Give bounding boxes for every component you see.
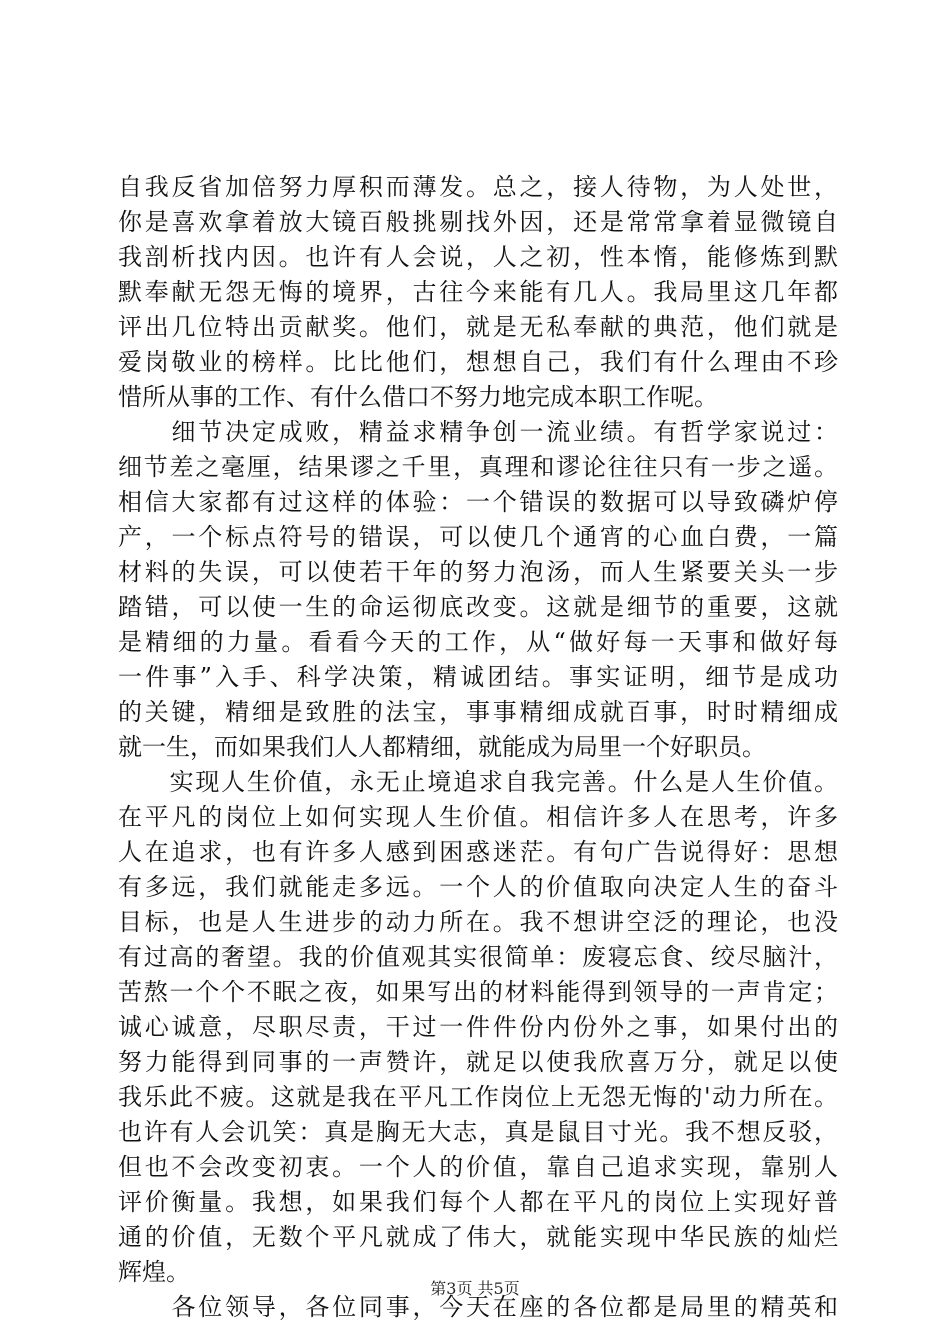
text-line: 实现人生价值，永无止境追求自我完善。什么是人生价值。 — [118, 768, 838, 796]
text-line: 诚心诚意，尽职尽责，干过一件件份内份外之事，如果付出的 — [118, 1013, 838, 1041]
text-line: 评价衡量。我想，如果我们每个人都在平凡的岗位上实现好普 — [118, 1188, 838, 1216]
text-line: 是精细的力量。看看今天的工作，从“做好每一天事和做好每 — [118, 628, 838, 656]
text-line: 有多远，我们就能走多远。一个人的价值取向决定人生的奋斗 — [118, 873, 838, 901]
text-line: 爱岗敬业的榜样。比比他们，想想自己，我们有什么理由不珍 — [118, 348, 838, 376]
text-line: 人在追求，也有许多人感到困惑迷茫。有句广告说得好：思想 — [118, 838, 838, 866]
text-line: 材料的失误，可以使若干年的努力泡汤，而人生紧要关头一步 — [118, 558, 838, 586]
text-line: 自我反省加倍努力厚积而薄发。总之，接人待物，为人处世， — [118, 173, 838, 201]
text-line: 但也不会改变初衷。一个人的价值，靠自己追求实现，靠别人 — [118, 1153, 838, 1181]
body-text — [118, 170, 838, 1325]
text-line: 也许有人会讥笑：真是胸无大志，真是鼠目寸光。我不想反驳， — [118, 1118, 838, 1146]
text-line: 努力能得到同事的一声赞许，就足以使我欣喜万分，就足以使 — [118, 1048, 838, 1076]
text-line: 辉煌。 — [118, 1258, 190, 1286]
text-line: 我剖析找内因。也许有人会说，人之初，性本惰，能修炼到默 — [118, 243, 838, 271]
text-line: 的关键，精细是致胜的法宝，事事精细成就百事，时时精细成 — [118, 698, 838, 726]
text-line: 产，一个标点符号的错误，可以使几个通宵的心血白费，一篇 — [118, 523, 838, 551]
page-footer: 第3页 共5页 — [430, 1279, 520, 1298]
text-line: 评出几位特出贡献奖。他们，就是无私奉献的典范，他们就是 — [118, 313, 838, 341]
text-line: 在平凡的岗位上如何实现人生价值。相信许多人在思考，许多 — [118, 803, 838, 831]
text-line: 踏错，可以使一生的命运彻底改变。这就是细节的重要，这就 — [118, 593, 838, 621]
text-line: 细节决定成败，精益求精争创一流业绩。有哲学家说过： — [118, 418, 838, 446]
text-line: 就一生，而如果我们人人都精细，就能成为局里一个好职员。 — [118, 733, 766, 761]
text-line: 默奉献无怨无悔的境界，古往今来能有几人。我局里这几年都 — [118, 278, 838, 306]
text-line: 相信大家都有过这样的体验：一个错误的数据可以导致磷炉停 — [118, 488, 838, 516]
text-line: 你是喜欢拿着放大镜百般挑剔找外因，还是常常拿着显微镜自 — [118, 208, 838, 236]
text-line: 通的价值，无数个平凡就成了伟大，就能实现中华民族的灿烂 — [118, 1223, 838, 1251]
text-line: 苦熬一个个不眠之夜，如果写出的材料能得到领导的一声肯定； — [118, 978, 838, 1006]
text-line: 各位领导，各位同事，今天在座的各位都是局里的精英和 — [118, 1293, 838, 1321]
text-line: 目标，也是人生进步的动力所在。我不想讲空泛的理论，也没 — [118, 908, 838, 936]
text-line: 有过高的奢望。我的价值观其实很简单：废寝忘食、绞尽脑汁， — [118, 943, 838, 971]
text-line: 细节差之毫厘，结果谬之千里，真理和谬论往往只有一步之遥。 — [118, 453, 838, 481]
text-line: 一件事”入手、科学决策，精诚团结。事实证明，细节是成功 — [118, 663, 838, 691]
text-line: 惜所从事的工作、有什么借口不努力地完成本职工作呢。 — [118, 383, 718, 411]
text-line: 我乐此不疲。这就是我在平凡工作岗位上无怨无悔的'动力所在。 — [118, 1083, 838, 1111]
